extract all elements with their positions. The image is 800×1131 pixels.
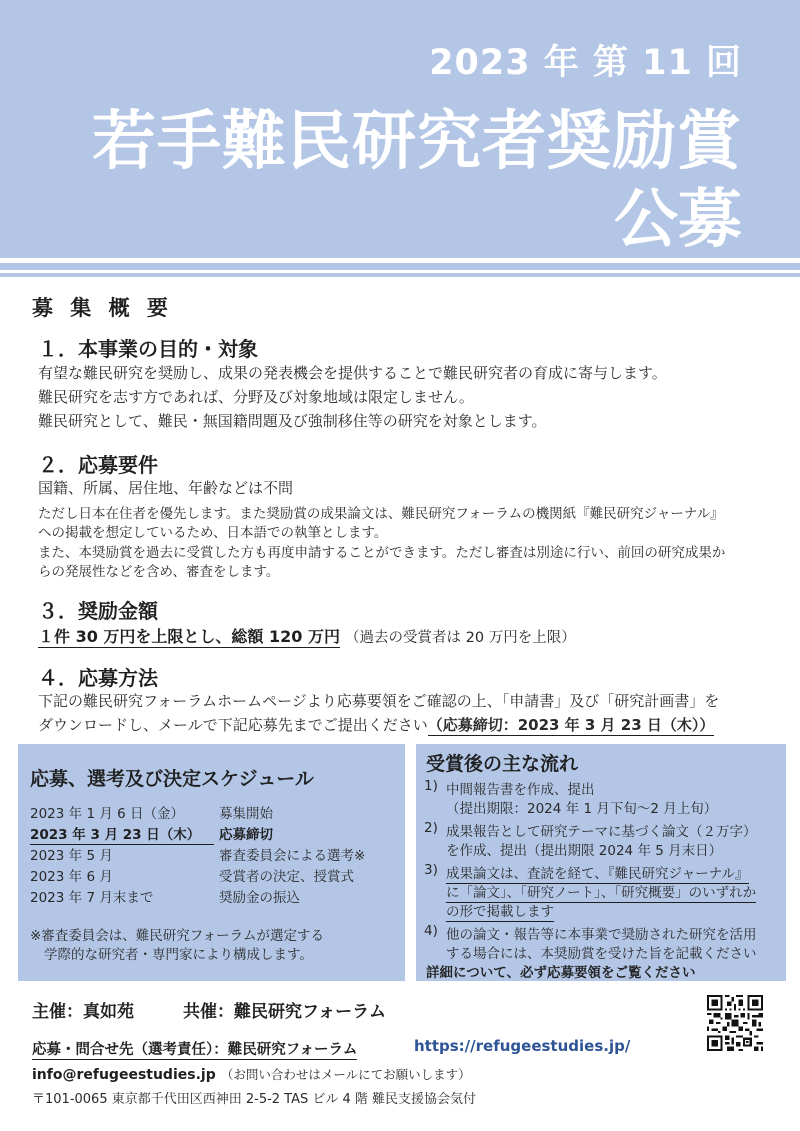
schedule-date: 2023 年 6 月 [30,869,113,885]
organizer: 主催：真如苑 [32,1002,134,1022]
section4-line2-wrap [38,714,714,735]
flow-line: の形で掲載します [446,904,554,920]
email-link[interactable]: info@refugeestudies.jp [32,1067,216,1083]
flow-line: 成果論文は、査読を経て、『難民研究ジャーナル』 [446,866,749,882]
flow-line: （提出期限：2024 年 1 月下旬〜2 月上旬） [446,801,718,817]
schedule-date: 2023 年 1 月 6 日（金） [30,806,184,822]
schedule-note: 学際的な研究者・専門家により構成します。 [44,947,313,963]
section2-heading: ２．応募要件 [38,453,158,477]
section1-line: 有望な難民研究を奨励し、成果の発表機会を提供することで難民研究者の育成に寄与します。 [38,364,667,382]
schedule-deadline-date: 2023 年 3 月 23 日（木） [30,827,214,845]
section2-note: また、本奨励賞を過去に受賞した方も再度申請することができます。ただし審査は別途に行い、前回の研究成果か [38,545,726,561]
section1-line: 難民研究として、難民・無国籍問題及び強制移住等の研究を対象とします。 [38,412,547,430]
email-note: （お問い合わせはメールにてお願いします） [220,1067,471,1082]
flow-line: する場合には、本奨励賞を受けた旨を記載ください [446,946,757,962]
header-title: 若手難民研究者奨励賞 [92,105,742,179]
flow-num: 1) [424,778,438,794]
address: 〒101-0065 東京都千代田区西神田 2-5-2 TAS ビル 4 階 難民支援協会気付 [32,1092,477,1107]
section4-line1: 下記の難民研究フォーラムホームページより応募要領をご確認の上、「申請書」及び「研究計画書」を [38,692,720,710]
flow-line: 成果報告として研究テーマに基づく論文（２万字） [446,824,757,840]
section4-heading: ４．応募方法 [38,666,158,690]
website-link[interactable]: https://refugeestudies.jp/ [414,1037,631,1055]
schedule-note: ※審査委員会は、難民研究フォーラムが選定する [30,928,325,944]
flow-line: 他の論文・報告等に本事業で奨励された研究を活用 [446,927,757,943]
section4-line2: ダウンロードし、メールで下記応募先までご提出ください [38,716,428,734]
flow-box [416,744,786,981]
schedule-title: 応募、選考及び決定スケジュール [30,768,314,790]
flow-title: 受賞後の主な流れ [426,753,579,775]
header-banner [0,0,800,258]
flow-num: 3) [424,862,438,878]
schedule-event: 募集開始 [219,806,273,822]
co-organizer: 共催：難民研究フォーラム [183,1002,386,1022]
qr-code-icon[interactable] [707,995,763,1051]
amount-bold: １件 30 万円を上限とし、総額 120 万円 [38,627,340,646]
overview-title: 募 集 概 要 [32,296,173,320]
schedule-box [18,744,405,981]
amount-note: （過去の受賞者は 20 万円を上限） [345,630,576,646]
flow-line: に「論文」、「研究ノート」、「研究概要」のいずれか [446,885,757,901]
schedule-event: 審査委員会による選考※ [219,848,366,864]
flow-num: 4) [424,923,438,939]
schedule-date: 2023 年 5 月 [30,848,113,864]
flow-line-wrap [446,862,749,882]
contact-label: 応募・問合せ先（選考責任）：難民研究フォーラム [32,1042,358,1058]
schedule-event: 奨励金の振込 [219,890,300,906]
flow-footer: 詳細について、必ず応募要領をご覧ください [426,965,696,981]
schedule-event: 応募締切 [219,827,273,843]
contact-wrap [32,1038,357,1059]
section3-heading: ３．奨励金額 [38,599,158,623]
flow-line: を作成、提出（提出期限 2024 年 5 月末日） [446,843,723,859]
section1-line: 難民研究を志す方であれば、分野及び対象地域は限定しません。 [38,388,474,406]
header-subtitle: 公募 [614,183,742,257]
flow-num: 2) [424,820,438,836]
schedule-date: 2023 年 7 月末まで [30,890,154,906]
divider [0,263,800,270]
email-wrap [32,1064,471,1083]
section2-main: 国籍、所属、居住地、年齢などは不問 [38,479,294,497]
header-year: 2023 年 第 11 回 [429,43,742,83]
section3-amount-line [38,624,576,647]
deadline: （応募締切：2023 年 3 月 23 日（木）） [427,716,715,734]
section1-heading: １．本事業の目的・対象 [38,337,258,361]
flow-line: 中間報告書を作成、提出 [446,782,595,798]
schedule-event: 受賞者の決定、授賞式 [219,869,354,885]
section2-note: ただし日本在住者を優先します。また奨励賞の成果論文は、難民研究フォーラムの機関紙『難民研究ジャーナル』 [38,506,724,522]
section2-note: への掲載を想定しているため、日本語での執筆とします。 [38,525,388,541]
flow-line-wrap [446,900,554,920]
flow-line-wrap [446,881,756,901]
schedule-date [30,823,214,843]
divider [0,273,800,277]
section2-note: らの発展性などを含め、審査をします。 [38,564,280,580]
